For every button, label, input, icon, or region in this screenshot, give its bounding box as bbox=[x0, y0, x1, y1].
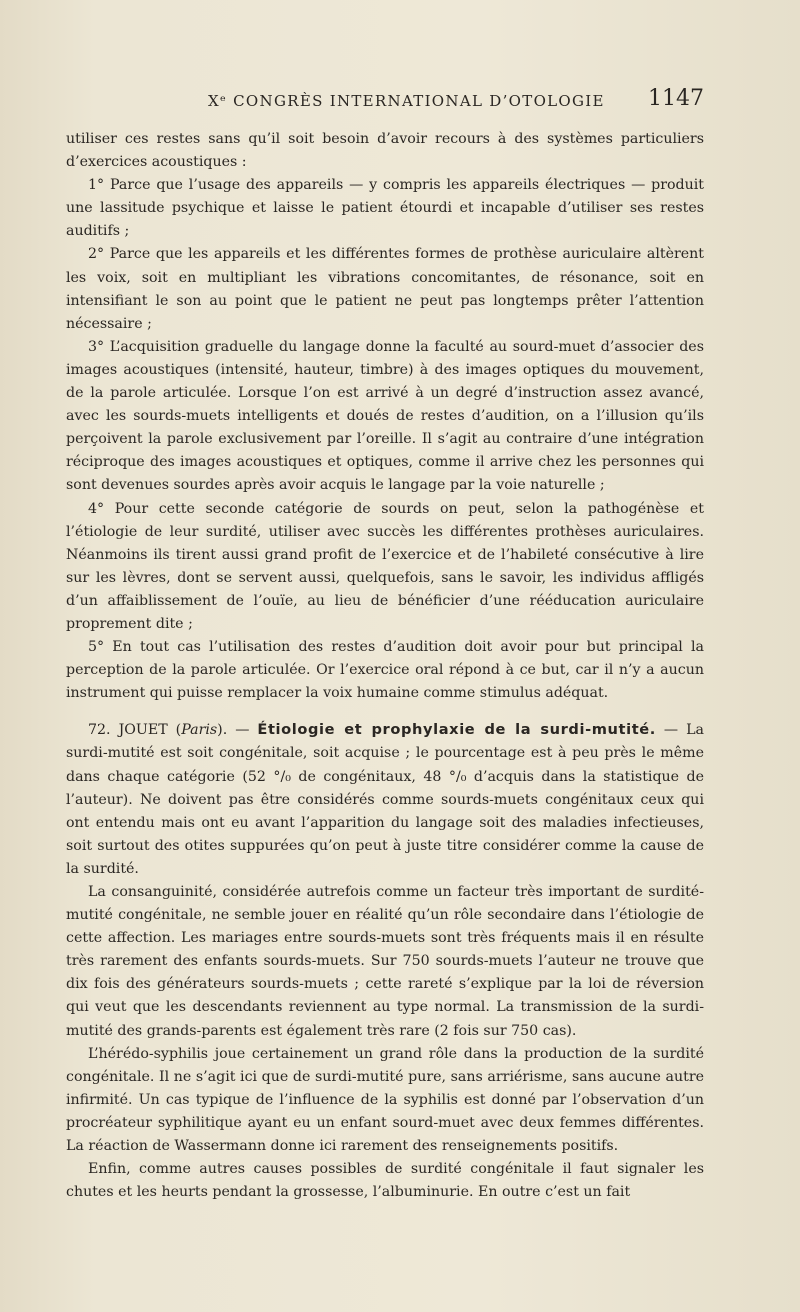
paragraph-point-1: 1° Parce que l’usage des appareils — y compris les appareils électriques — produit une lassitude psychique et laisse le patient étourdi et incapable d’utiliser ses restes auditifs ; bbox=[66, 177, 704, 240]
abstract-entry-72: 72. JOUET (Paris). — Étiologie et prophylaxie de la surdi-mutité. — La surdi-mutité est soit congénitale, soit acquise ; le pourcentage est à peu près le même dans chaque catégorie (52 °/₀ de congénitaux, 48 °/₀ d’acquis dans la statistique de l’auteur). Ne doivent pas être considérés comme sourds-muets congénitaux ceux qui ont entendu mais ont eu avant l’apparition du langage soit des maladies infectieuses, soit surtout des otites suppurées qu’on peut à juste titre considérer comme la cause de la surdité. bbox=[66, 721, 704, 877]
entry-author: JOUET bbox=[118, 722, 168, 739]
header-title: Xᵉ CONGRÈS INTERNATIONAL D’OTOLOGIE bbox=[208, 92, 605, 110]
entry-paragraph-syphilis: L’hérédo-syphilis joue certainement un grand rôle dans la production de la surdité congénitale. Il ne s’agit ici que de surdi-mutité pure, sans arriérisme, sans aucune autre infirmité. Un cas typique de l’influence de la syphilis est donné par l’observation d’un procréateur syphilitique ayant eu un enfant sourd-muet avec deux femmes différentes. La réaction de Wassermann donne ici rarement des renseignements positifs. bbox=[66, 1045, 704, 1155]
entry-title: Étiologie et prophylaxie de la surdi-mutité. bbox=[257, 721, 656, 739]
entry-text: La surdi-mutité est soit congénitale, soit acquise ; le pourcentage est à peu près le même dans chaque catégorie (52 °/₀ de congénitaux, 48 °/₀ d’acquis dans la statistique de l’auteur). Ne doivent pas être considérés comme sourds-muets congénitaux ceux qui ont entendu mais ont eu avant l’apparition du langage soit des maladies infectieuses, soit surtout des otites suppurées qu’on peut à juste titre considérer comme la cause de la surdité. bbox=[66, 722, 704, 877]
entry-paragraph-other-causes: Enfin, comme autres causes possibles de surdité congénitale il faut signaler les chutes et les heurts pendant la grossesse, l’albuminurie. En outre c’est un fait bbox=[66, 1161, 704, 1201]
paragraph-point-4: 4° Pour cette seconde catégorie de sourds on peut, selon la pathogénèse et l’étiologie de leur surdité, utiliser avec succès les différentes prothèses auriculaires. Néanmoins ils tirent aussi grand profit de l’exercice et de l’habileté consécutive à lire sur les lèvres, dont se servent aussi, quelquefois, sans le savoir, les individus affligés d’un affaiblissement de l’ouïe, au lieu de bénéficier d’une rééducation auriculaire proprement dite ; bbox=[66, 500, 704, 632]
entry-city: Paris bbox=[181, 722, 218, 739]
paragraph-point-3: 3° L’acquisition graduelle du langage donne la faculté au sourd-muet d’associer des images acoustiques (intensité, hauteur, timbre) à des images optiques du mouvement, de la parole articulée. Lorsque l’on est arrivé à un degré d’instruction assez avancé, avec les sourds-muets intelligents et doués de restes d’audition, on a l’illusion qu’ils perçoivent la parole exclusivement par l’oreille. Il s’agit au contraire d’une intégration réciproque des images acoustiques et optiques, comme il arrive chez les personnes qui sont devenues sourdes après avoir acquis le langage par la voie naturelle ; bbox=[66, 338, 704, 494]
entry-number: 72. bbox=[88, 722, 111, 739]
paragraph-point-2: 2° Parce que les appareils et les différentes formes de prothèse auriculaire altèrent les voix, soit en multipliant les vibrations concomitantes, de résonance, soit en intensifiant le son au point que le patient ne peut pas longtemps prêter l’attention nécessaire ; bbox=[66, 246, 704, 332]
page-body bbox=[66, 128, 704, 1204]
paragraph-point-5: 5° En tout cas l’utilisation des restes d’audition doit avoir pour but principal la perception de la parole articulée. Or l’exercice oral répond à ce but, car il n’y a aucun instrument qui puisse remplacer la voix humaine comme stimulus adéquat. bbox=[66, 639, 704, 702]
page-number: 1147 bbox=[648, 86, 704, 111]
running-header bbox=[66, 86, 706, 116]
paragraph-continuation: utiliser ces restes sans qu’il soit besoin d’avoir recours à des systèmes particuliers d’exercices acoustiques : bbox=[66, 131, 704, 171]
entry-paragraph-consanguinity: La consanguinité, considérée autrefois comme un facteur très important de surdité-mutité congénitale, ne semble jouer en réalité qu’un rôle secondaire dans l’étiologie de cette affection. Les mariages entre sourds-muets sont très fréquents mais il en résulte très rarement des enfants sourds-muets. Sur 750 sourds-muets l’auteur ne trouve que dix fois des générateurs sourds-muets ; cette rareté s’explique par la loi de réversion qui veut que les descendants reviennent au type normal. La transmission de la surdi-mutité des grands-parents est également très rare (2 fois sur 750 cas). bbox=[66, 884, 704, 1039]
